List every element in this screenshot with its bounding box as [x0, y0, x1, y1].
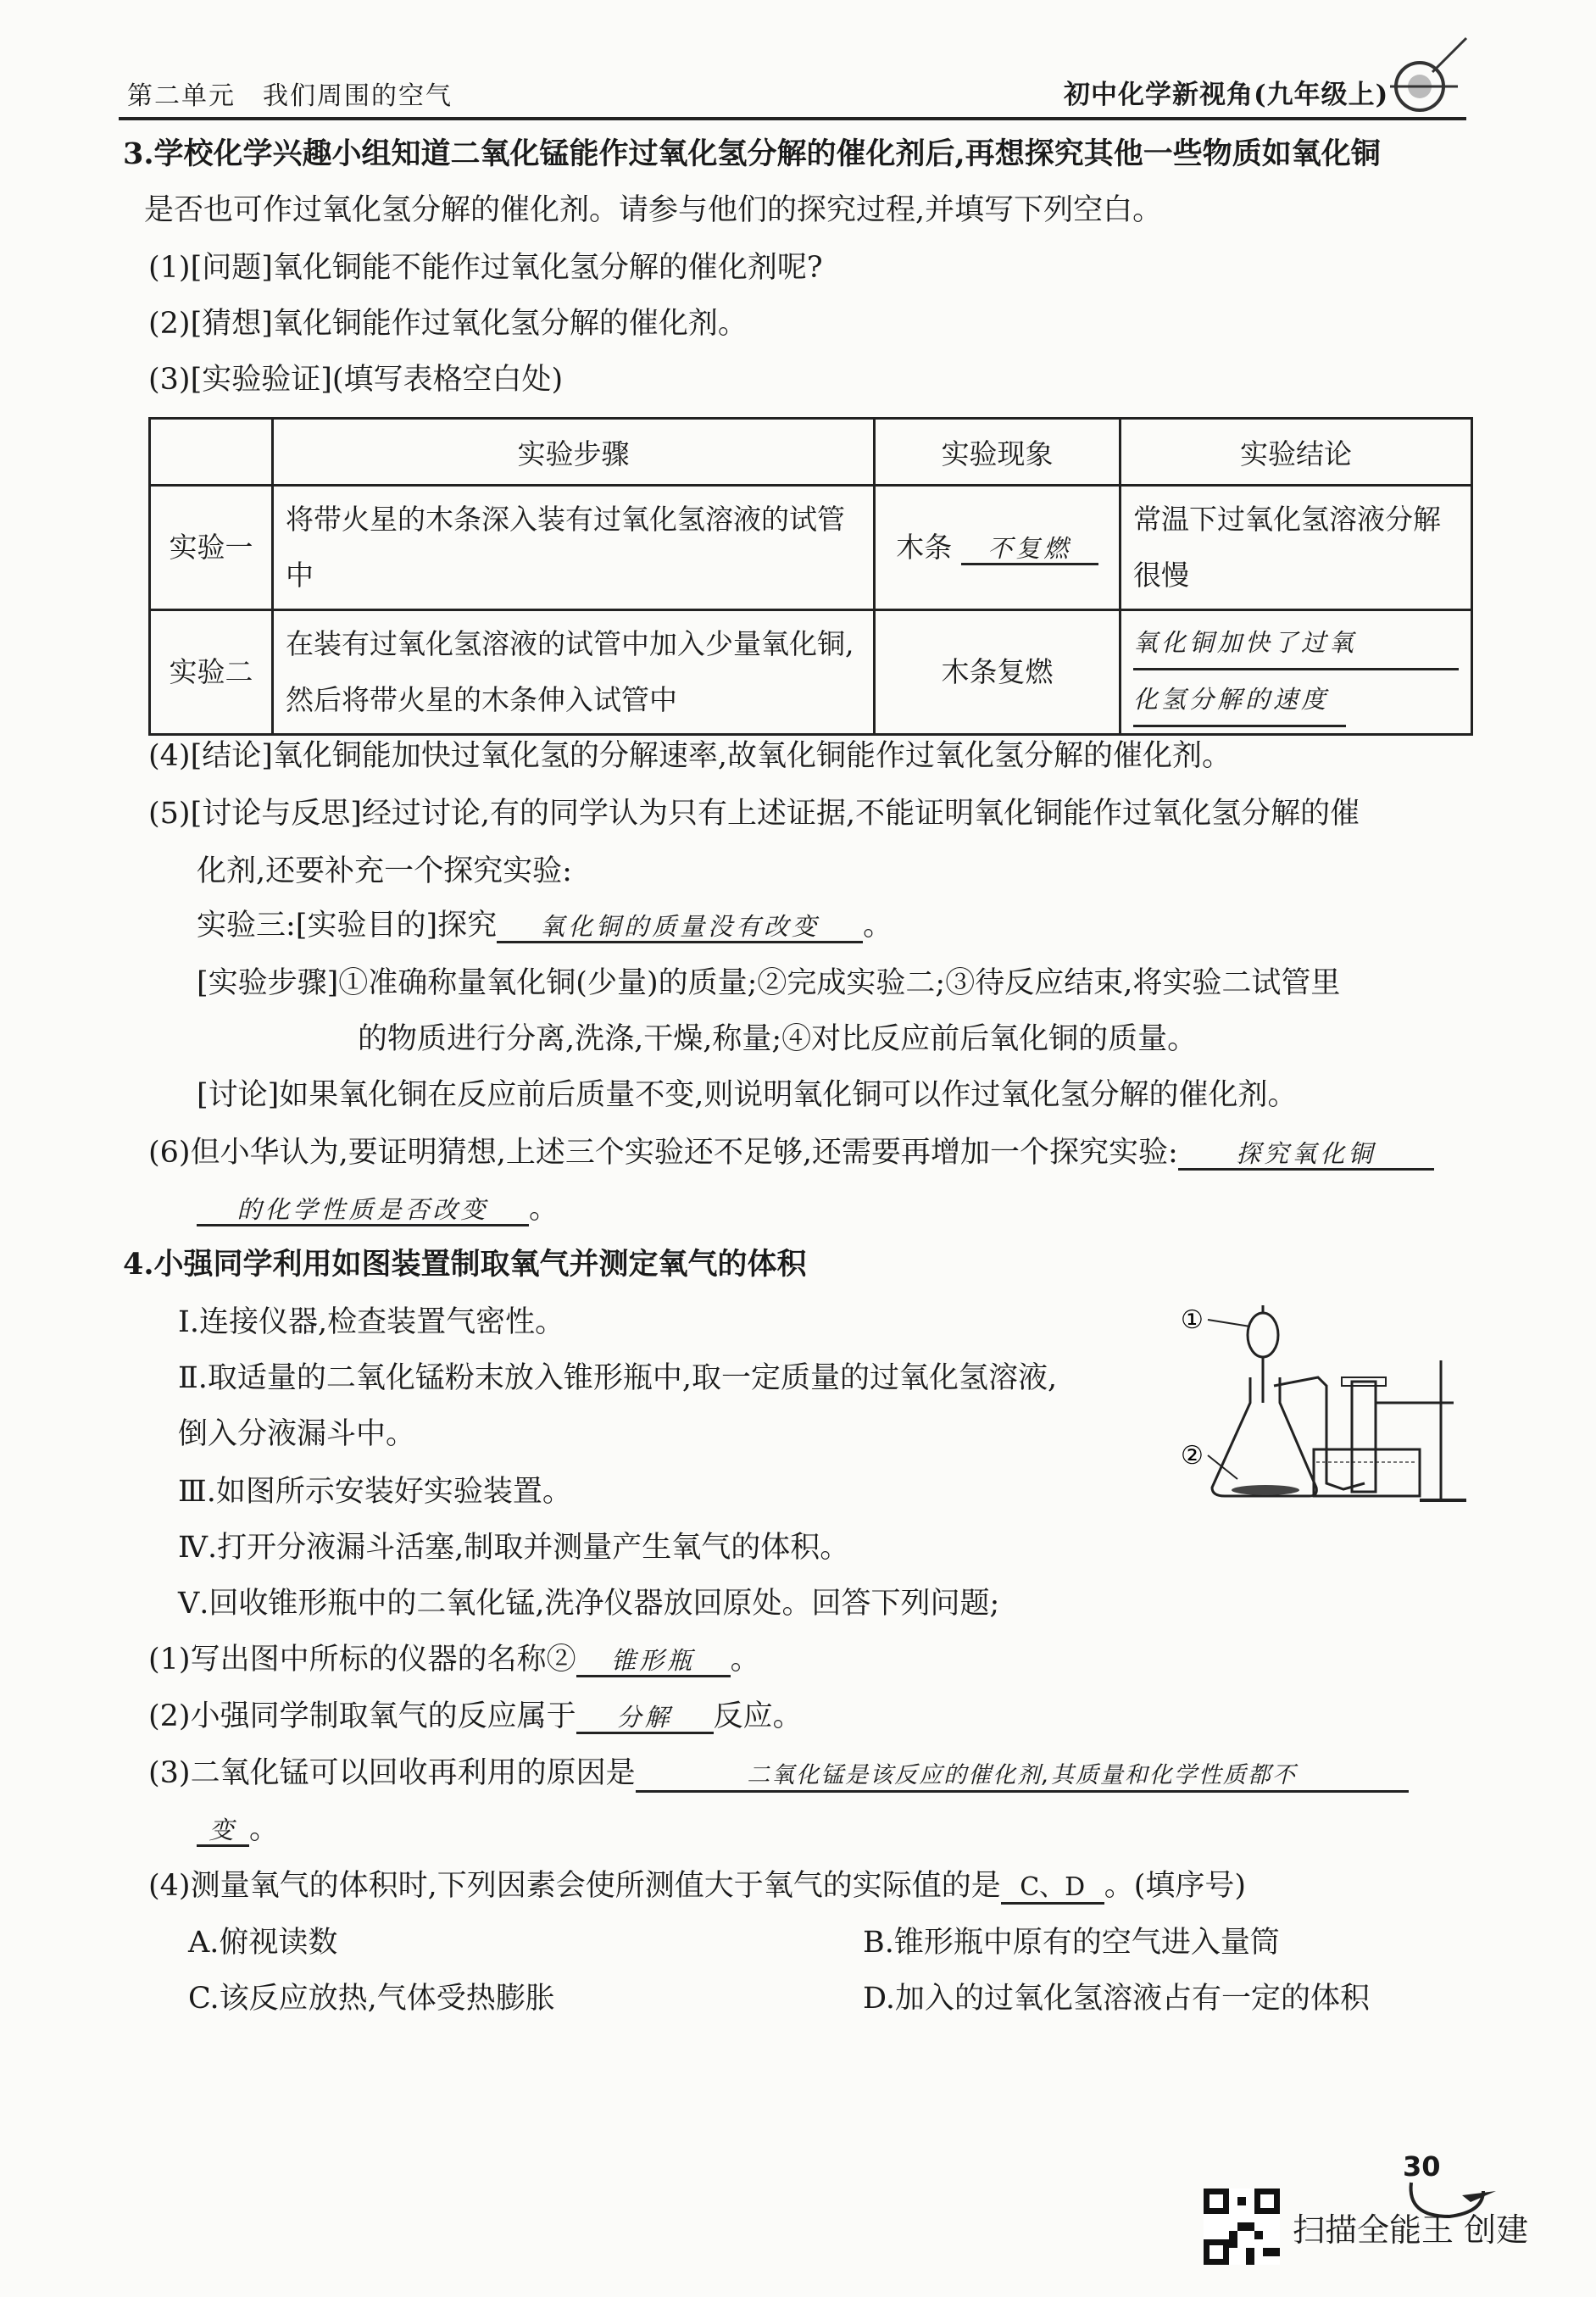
q4-part4: [148, 1869, 1246, 1905]
row1-phen-prefix: 木条: [896, 531, 953, 564]
q4-step1: Ⅰ.连接仪器,检查装置气密性。: [178, 1305, 565, 1339]
row1-phen-answer: 不复燃: [961, 534, 1098, 565]
exp3-answer: 氧化铜的质量没有改变: [497, 912, 863, 943]
q3-part4: (4)[结论]氧化铜能加快过氧化氢的分解速率,故氧化铜能作过氧化氢分解的催化剂。: [148, 739, 1232, 773]
q3-part3: (3)[实验验证](填写表格空白处): [148, 363, 564, 397]
q4-part3-answer2: 变: [197, 1816, 249, 1847]
q4-part2-prefix: (2)小强同学制取氧气的反应属于: [148, 1699, 576, 1733]
row2-concl-answer-1: 氧化铜加快了过氧: [1133, 617, 1459, 670]
graduated-cylinder: [1352, 1382, 1376, 1492]
exp3-line: [197, 909, 893, 943]
option-c: C.该反应放热,气体受热膨胀: [188, 1982, 555, 2016]
q3-part5-line2: 化剂,还要补充一个探究实验:: [197, 854, 572, 888]
exp3-steps-line2: 的物质进行分离,洗涤,干燥,称量;④对比反应前后氧化铜的质量。: [358, 1022, 1198, 1056]
q3-part6-answer2: 的化学性质是否改变: [197, 1195, 529, 1226]
row2-phenomenon: 木条复燃: [875, 610, 1121, 735]
q3-part6-line1: [148, 1136, 1434, 1171]
header-logo-icon: [1373, 34, 1475, 127]
table-row: [150, 486, 1472, 610]
qr-code-icon: [1204, 2189, 1280, 2265]
row2-conclusion: [1121, 610, 1472, 735]
option-d: D.加入的过氧化氢溶液占有一定的体积: [863, 1982, 1370, 2016]
fig-label-1: ①: [1181, 1305, 1204, 1335]
table-header-steps: 实验步骤: [273, 419, 875, 486]
q4-step3: Ⅲ.如图所示安装好实验装置。: [178, 1475, 572, 1509]
q3-part6-answer1: 探究氧化铜: [1178, 1139, 1434, 1171]
water-trough: [1314, 1449, 1420, 1496]
q4-part2: [148, 1699, 803, 1734]
row1-name: 实验一: [150, 486, 273, 610]
table-header-row: [150, 419, 1472, 486]
table-header-conclusion: 实验结论: [1121, 419, 1472, 486]
scanner-watermark: 扫描全能王 创建: [1293, 2211, 1529, 2249]
header-unit-title: 第二单元 我们周围的空气: [127, 81, 453, 111]
q4-part3-line2: [197, 1812, 279, 1847]
row1-phenomenon: [875, 486, 1121, 610]
option-b: B.锥形瓶中原有的空气进入量筒: [863, 1926, 1280, 1960]
q4-part2-suffix: 反应。: [713, 1699, 803, 1733]
q3-part2: (2)[猜想]氧化铜能作过氧化氢分解的催化剂。: [148, 307, 748, 341]
option-a: A.俯视读数: [188, 1926, 338, 1960]
q4-part3-period: 。: [249, 1812, 280, 1846]
table-row: [150, 610, 1472, 735]
q3-part5-line1: (5)[讨论与反思]经过讨论,有的同学认为只有上述证据,不能证明氧化铜能作过氧化氢分解的催: [148, 797, 1360, 831]
q4-part1-period: 。: [730, 1643, 760, 1677]
row2-step: 在装有过氧化氢溶液的试管中加入少量氧化铜,然后将带火星的木条伸入试管中: [273, 610, 875, 735]
row1-step: 将带火星的木条深入装有过氧化氢溶液的试管中: [273, 486, 875, 610]
exp3-discussion: [讨论]如果氧化铜在反应前后质量不变,则说明氧化铜可以作过氧化氢分解的催化剂。: [197, 1078, 1298, 1112]
exp3-steps-line1: [实验步骤]①准确称量氧化铜(少量)的质量;②完成实验二;③待反应结束,将实验二试管里: [197, 966, 1341, 1000]
q3-stem-line1: 3.学校化学兴趣小组知道二氧化锰能作过氧化氢分解的催化剂后,再想探究其他一些物质如氧化铜: [123, 136, 1381, 171]
q3-part1: (1)[问题]氧化铜能不能作过氧化氢分解的催化剂呢?: [148, 251, 823, 285]
q4-step4: Ⅳ.打开分液漏斗活塞,制取并测量产生氧气的体积。: [178, 1531, 850, 1565]
row1-conclusion: 常温下过氧化氢溶液分解很慢: [1121, 486, 1472, 610]
q4-step2b: 倒入分液漏斗中。: [178, 1417, 416, 1451]
page-number: 30: [1403, 2150, 1441, 2183]
experiment-table: [148, 417, 1473, 736]
fig-label-2: ②: [1181, 1441, 1204, 1471]
q4-part4-prefix: (4)测量氧气的体积时,下列因素会使所测值大于氧气的实际值的是: [148, 1869, 1001, 1903]
q4-part1-answer: 锥形瓶: [576, 1646, 731, 1677]
table-header-empty: [150, 419, 273, 486]
q4-stem: 4.小强同学利用如图装置制取氧气并测定氧气的体积: [123, 1247, 807, 1282]
q4-part4-answer: C、D: [1001, 1873, 1104, 1905]
separatory-funnel: [1248, 1313, 1278, 1357]
q4-step5: Ⅴ.回收锥形瓶中的二氧化锰,洗净仪器放回原处。回答下列问题;: [178, 1587, 1000, 1621]
table-header-phenomenon: 实验现象: [875, 419, 1121, 486]
q3-part6-prefix: (6)但小华认为,要证明猜想,上述三个实验还不足够,还需要再增加一个探究实验:: [148, 1136, 1178, 1170]
header-rule: [119, 117, 1466, 120]
exp3-period: 。: [863, 909, 893, 943]
conical-flask: [1212, 1377, 1316, 1496]
q4-part1-prefix: (1)写出图中所标的仪器的名称②: [148, 1643, 576, 1677]
q3-part6-line2: [197, 1192, 559, 1226]
exp3-prefix: 实验三:[实验目的]探究: [197, 909, 498, 943]
q4-step2a: Ⅱ.取适量的二氧化锰粉末放入锥形瓶中,取一定质量的过氧化氢溶液,: [178, 1361, 1058, 1395]
header-book-title: 初中化学新视角(九年级上): [1064, 80, 1389, 110]
q4-part3-answer1: 二氧化锰是该反应的催化剂,其质量和化学性质都不: [636, 1761, 1409, 1793]
row2-name: 实验二: [150, 610, 273, 735]
q4-part3-line1: [148, 1756, 1409, 1793]
apparatus-figure: [1174, 1293, 1479, 1504]
q3-part6-period: 。: [529, 1192, 559, 1226]
q3-stem-line2: 是否也可作过氧化氢分解的催化剂。请参与他们的探究过程,并填写下列空白。: [144, 193, 1163, 227]
q4-part2-answer: 分解: [576, 1703, 714, 1734]
q4-part4-suffix: 。(填序号): [1104, 1869, 1247, 1903]
q4-part3-prefix: (3)二氧化锰可以回收再利用的原因是: [148, 1756, 636, 1790]
row2-concl-answer-2: 化氢分解的速度: [1133, 674, 1346, 727]
q4-part1: [148, 1643, 760, 1677]
